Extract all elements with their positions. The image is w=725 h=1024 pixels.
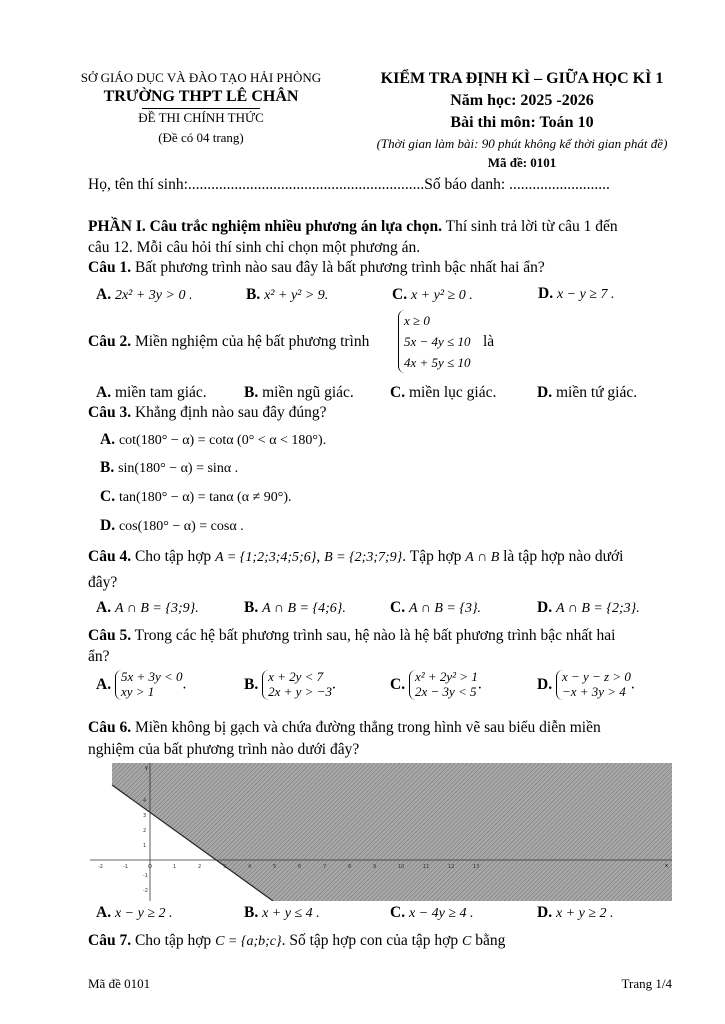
- option-letter: C.: [392, 286, 408, 303]
- x-tick-label: -1: [123, 864, 128, 870]
- option-letter: B.: [244, 675, 259, 693]
- y-tick-label: 4: [143, 798, 147, 804]
- hatched-region: [112, 763, 672, 901]
- option-letter: A.: [96, 384, 112, 401]
- q2-ineq-2: 5x − 4y ≤ 10: [404, 334, 471, 349]
- q1-d-text: x − y ≥ 7 .: [556, 287, 615, 302]
- q1-b-text: x² + y² > 9.: [264, 288, 329, 303]
- q4-line2: đây?: [88, 574, 118, 591]
- y-tick-label: 1: [143, 843, 147, 849]
- option-letter: C.: [390, 599, 406, 616]
- option-letter: B.: [100, 459, 115, 476]
- q5-d-ineq-1: x − y − z > 0: [561, 669, 631, 684]
- q1-option-b[interactable]: [246, 286, 328, 304]
- footer-code: Mã đề 0101: [88, 976, 151, 991]
- x-tick-label: -2: [98, 864, 103, 870]
- q2-text: Miền nghiệm của hệ bất phương trình: [131, 333, 370, 350]
- x-tick-label: 5: [273, 864, 277, 870]
- q6-c-text: x − 4y ≥ 4 .: [408, 906, 474, 921]
- q6-label: Câu 6.: [88, 719, 132, 736]
- q1-a-text: 2x² + 3y > 0 .: [114, 288, 193, 303]
- option-letter: D.: [537, 384, 553, 401]
- x-tick-label: 10: [398, 864, 405, 870]
- option-letter: C.: [390, 675, 406, 693]
- part1-title: PHẦN I. Câu trắc nghiệm nhiều phương án lựa chọn.: [88, 218, 443, 235]
- option-letter: A.: [100, 431, 116, 448]
- q4-text3: là tập hợp nào dưới: [503, 548, 624, 565]
- q1-option-d[interactable]: [538, 285, 615, 303]
- q4-intersection: A ∩ B: [465, 550, 500, 565]
- q3-text: Khẳng định nào sau đây đúng?: [131, 404, 327, 421]
- q7-set-c: C = {a;b;c}: [215, 934, 282, 949]
- q5-b-ineq-1: x + 2y < 7: [268, 669, 324, 684]
- option-letter: C.: [390, 384, 406, 401]
- question-2: [88, 333, 369, 351]
- y-tick-label: 3: [143, 813, 147, 819]
- option-letter: D.: [537, 599, 553, 616]
- q2-a-text: miền tam giác.: [114, 384, 207, 401]
- question-5: [88, 627, 615, 645]
- q4-a-text: A ∩ B = {3;9}.: [114, 601, 199, 616]
- q5-b-ineq-2: 2x + y > −3: [268, 683, 332, 699]
- q3-a-text: cot(180° − α) = cotα (0° < α < 180°).: [118, 433, 327, 448]
- q1-text: Bất phương trình nào sau đây là bất phương trình bậc nhất hai ẩn?: [131, 259, 545, 276]
- option-letter: B.: [244, 384, 259, 401]
- page-count: (Đề có 04 trang): [158, 130, 244, 145]
- q4-set-b: B = {2;3;7;9}: [324, 550, 403, 565]
- q4-b-text: A ∩ B = {4;6}.: [262, 601, 346, 616]
- x-tick-label: 4: [248, 864, 252, 870]
- q3-option-c[interactable]: [100, 488, 292, 506]
- q5-a-ineq-1: 5x + 3y < 0: [120, 669, 183, 684]
- x-tick-label: 13: [473, 864, 480, 870]
- q5-c-ineq-2: 2x − 3y < 5: [414, 683, 477, 699]
- q2-ineq-3: 4x + 5y ≤ 10: [404, 355, 471, 370]
- q4-option-c[interactable]: [390, 599, 481, 617]
- footer-page: Trang 1/4: [621, 976, 672, 991]
- option-letter: C.: [100, 488, 116, 505]
- x-tick-label: 11: [423, 864, 430, 870]
- x-tick-label: 12: [448, 864, 455, 870]
- q5-c-ineq-1: x² + 2y² > 1: [414, 669, 478, 684]
- part1-intro-rest: Thí sinh trả lời từ câu 1 đến: [442, 218, 618, 235]
- q1-label: Câu 1.: [88, 259, 132, 276]
- q1-option-a[interactable]: [96, 286, 192, 304]
- question-6: [88, 719, 601, 737]
- q6-graph: [90, 763, 672, 901]
- x-tick-label: 3: [223, 864, 227, 870]
- q3-c-text: tan(180° − α) = tanα (α ≠ 90°).: [118, 490, 292, 505]
- q2-label: Câu 2.: [88, 333, 132, 350]
- exam-title: KIỂM TRA ĐỊNH KÌ – GIỮA HỌC KÌ 1: [380, 70, 664, 87]
- q2-option-d[interactable]: [537, 384, 637, 402]
- question-3: [88, 404, 327, 422]
- q3-d-text: cos(180° − α) = cosα .: [118, 519, 244, 534]
- q1-c-text: x + y² ≥ 0 .: [410, 288, 473, 303]
- q3-option-d[interactable]: [100, 517, 244, 535]
- option-letter: A.: [96, 599, 112, 616]
- question-4: Câu 4. Cho tập hợp A = {1;2;3;4;5;6}, B = {2;3;7;9}. Tập hợp A ∩ B là tập hợp nào dưới: [88, 548, 624, 565]
- q3-label: Câu 3.: [88, 404, 132, 421]
- q6-d-text: x + y ≥ 2 .: [555, 906, 614, 921]
- option-letter: D.: [100, 517, 116, 534]
- school-underline: [142, 108, 260, 109]
- q4-d-text: A ∩ B = {2;3}.: [555, 601, 640, 616]
- q4-text: Cho tập hợp: [131, 548, 212, 565]
- exam-time: (Thời gian làm bài: 90 phút không kể thời gian phát đề): [376, 136, 668, 151]
- q2-tail: là: [483, 333, 495, 350]
- q6-a-text: x − y ≥ 2 .: [114, 906, 173, 921]
- option-letter: B.: [246, 286, 261, 303]
- dept-name: SỞ GIÁO DỤC VÀ ĐÀO TẠO HẢI PHÒNG: [80, 70, 322, 85]
- q4-set-a: A = {1;2;3;4;5;6}: [215, 550, 317, 565]
- option-letter: A.: [96, 286, 112, 303]
- q5-option-a[interactable]: A. 5x + 3y < 0 xy > 1 .: [96, 669, 187, 699]
- q7-var: C: [462, 934, 472, 949]
- y-axis-label: y: [145, 765, 148, 771]
- q5-d-ineq-2: −x + 3y > 4: [561, 683, 626, 699]
- q6-text: Miền không bị gạch và chứa đường thẳng trong hình vẽ sau biểu diễn miền: [131, 719, 601, 736]
- q4-c-text: A ∩ B = {3}.: [408, 601, 482, 616]
- option-letter: D.: [538, 285, 554, 302]
- part1-intro: [88, 218, 618, 236]
- q5-option-b[interactable]: B. x + 2y < 7 2x + y > −3 .: [244, 669, 336, 699]
- q5-line2: ẩn?: [88, 648, 110, 665]
- q4-text2: . Tập hợp: [402, 548, 462, 565]
- exam-code: Mã đề: 0101: [487, 155, 557, 170]
- q7-label: Câu 7.: [88, 932, 132, 949]
- q6-b-text: x + y ≤ 4 .: [262, 906, 320, 921]
- question-7: [88, 932, 505, 950]
- x-axis-label: x: [665, 863, 668, 869]
- subject: Bài thi môn: Toán 10: [450, 114, 594, 131]
- q4-label: Câu 4.: [88, 548, 132, 565]
- q2-option-a[interactable]: [96, 384, 207, 402]
- option-letter: A.: [96, 675, 112, 693]
- x-tick-label: 8: [348, 864, 352, 870]
- q3-b-text: sin(180° − α) = sinα .: [118, 461, 239, 476]
- q2-c-text: miền lục giác.: [408, 384, 497, 401]
- q4-option-d[interactable]: [537, 599, 640, 617]
- q2-d-text: miền tứ giác.: [555, 384, 638, 401]
- q4-option-a[interactable]: [96, 599, 199, 617]
- option-letter: C.: [390, 904, 406, 921]
- option-letter: D.: [537, 904, 553, 921]
- q7-text: Cho tập hợp: [131, 932, 212, 949]
- x-tick-label: 2: [198, 864, 202, 870]
- q2-ineq-1: x ≥ 0: [404, 313, 430, 328]
- q5-label: Câu 5.: [88, 627, 132, 644]
- q1-option-c[interactable]: [392, 286, 473, 304]
- q5-option-c[interactable]: C. x² + 2y² > 1 2x − 3y < 5 .: [390, 669, 482, 699]
- q7-text3: bằng: [475, 932, 506, 949]
- option-letter: D.: [537, 675, 553, 693]
- x-tick-label: 7: [323, 864, 327, 870]
- x-tick-label: 9: [373, 864, 377, 870]
- student-info-line: Họ, tên thí sinh:.............................................................Số báo danh: ..........................: [88, 176, 610, 193]
- q4-option-b[interactable]: [244, 599, 346, 617]
- part1-intro-line2: câu 12. Mỗi câu hỏi thí sinh chỉ chọn một phương án.: [88, 239, 421, 256]
- q5-text: Trong các hệ bất phương trình sau, hệ nào là hệ bất phương trình bậc nhất hai: [131, 627, 616, 644]
- y-tick-label: -1: [143, 873, 148, 879]
- option-letter: B.: [244, 599, 259, 616]
- q6-option-b[interactable]: [244, 904, 320, 922]
- official-label: ĐỀ THI CHÍNH THỨC: [138, 110, 264, 125]
- q7-text2: . Số tập hợp con của tập hợp: [281, 932, 459, 949]
- q6-option-d[interactable]: [537, 904, 614, 922]
- x-tick-label: 1: [173, 864, 177, 870]
- q3-option-a[interactable]: [100, 431, 326, 449]
- option-letter: B.: [244, 904, 259, 921]
- school-year: Năm học: 2025 -2026: [450, 92, 594, 109]
- q2-option-b[interactable]: [244, 384, 354, 402]
- q6-option-a[interactable]: [96, 904, 173, 922]
- option-letter: A.: [96, 904, 112, 921]
- q2-option-c[interactable]: [390, 384, 496, 402]
- x-tick-label: O: [148, 864, 152, 870]
- q6-option-c[interactable]: [390, 904, 474, 922]
- q5-option-d[interactable]: D. x − y − z > 0 −x + 3y > 4 .: [537, 669, 635, 699]
- q2-system: [398, 310, 470, 373]
- q6-line2: nghiệm của bất phương trình nào dưới đây?: [88, 741, 360, 758]
- y-tick-label: 2: [143, 828, 147, 834]
- q5-a-ineq-2: xy > 1: [120, 683, 155, 699]
- school-name: TRƯỜNG THPT LÊ CHÂN: [103, 88, 299, 105]
- q3-option-b[interactable]: [100, 459, 238, 477]
- x-tick-label: 6: [298, 864, 302, 870]
- question-1: [88, 259, 545, 277]
- q2-b-text: miền ngũ giác.: [262, 384, 354, 401]
- y-tick-label: -2: [143, 888, 148, 894]
